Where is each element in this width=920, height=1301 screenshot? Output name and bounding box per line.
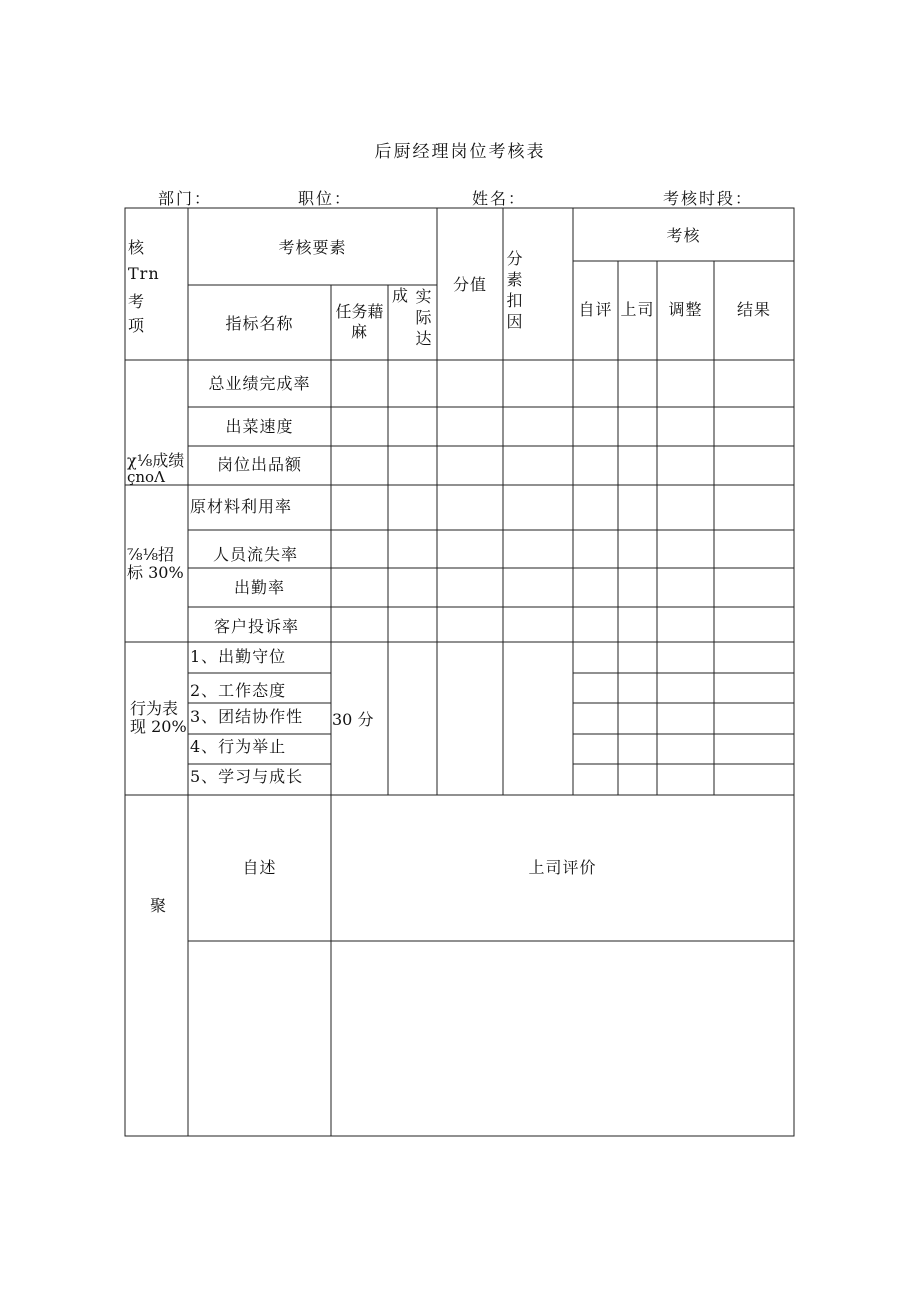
group-3-label-1: 行为表 xyxy=(130,699,179,718)
item-header-1: 核 xyxy=(128,238,146,257)
item-header-3: 考 xyxy=(128,292,146,311)
position-label: 职位： xyxy=(298,189,353,208)
indicator-row: 出勤率 xyxy=(233,578,285,597)
page-title: 后厨经理岗位考核表 xyxy=(374,142,546,162)
boss-review-header: 上司评价 xyxy=(528,858,597,877)
indicator-row: 总业绩完成率 xyxy=(208,374,311,393)
score-header: 分值 xyxy=(452,275,487,294)
indicator-row: 出菜速度 xyxy=(225,417,294,436)
achieved-header-b: 实际达 xyxy=(415,287,433,348)
indicator-row: 客户投诉率 xyxy=(214,617,300,636)
item-header-2: Trn xyxy=(128,264,160,283)
period-label: 考核时段： xyxy=(663,189,754,208)
indicator-row: 原材料利用率 xyxy=(190,497,293,516)
adjust-header: 调整 xyxy=(668,300,703,319)
behavior-item: 1、出勤守位 xyxy=(190,647,287,666)
group-2-label-1: ⅞⅛招 xyxy=(127,545,175,564)
deduct-header: 分素扣因 xyxy=(506,249,524,331)
self-eval-header: 自评 xyxy=(578,300,613,319)
summary-label: 聚 xyxy=(150,896,168,915)
behavior-target: 30 分 xyxy=(332,710,374,729)
behavior-item: 5、学习与成长 xyxy=(190,767,304,786)
target-header-1: 任务藉 xyxy=(335,302,384,321)
behavior-item: 3、团结协作性 xyxy=(190,707,304,726)
assess-header: 考核 xyxy=(666,226,701,245)
name-label: 姓名： xyxy=(472,189,527,208)
boss-review-field[interactable] xyxy=(332,942,793,1135)
group-2-label-2: 标 30% xyxy=(127,563,184,582)
item-header-4: 项 xyxy=(128,316,146,335)
target-header-2: 麻 xyxy=(350,322,368,341)
elements-header: 考核要素 xyxy=(278,238,347,257)
indicator-row: 人员流失率 xyxy=(213,545,299,564)
result-header: 结果 xyxy=(736,300,771,319)
group-1-label-2: çnoΛ xyxy=(127,468,165,486)
group-3-label-2: 现 20% xyxy=(130,717,187,736)
self-statement-field[interactable] xyxy=(189,942,330,1135)
achieved-header-a: 成 xyxy=(392,286,410,305)
behavior-item: 4、行为举止 xyxy=(190,737,287,756)
indicator-header: 指标名称 xyxy=(225,314,294,333)
department-label: 部门： xyxy=(158,189,213,208)
behavior-item: 2、工作态度 xyxy=(190,681,287,700)
group-1-label-1: χ⅛成绩 xyxy=(127,451,185,470)
self-statement-header: 自述 xyxy=(242,858,277,877)
indicator-row: 岗位出品额 xyxy=(216,455,302,474)
boss-eval-header: 上司 xyxy=(620,300,655,319)
